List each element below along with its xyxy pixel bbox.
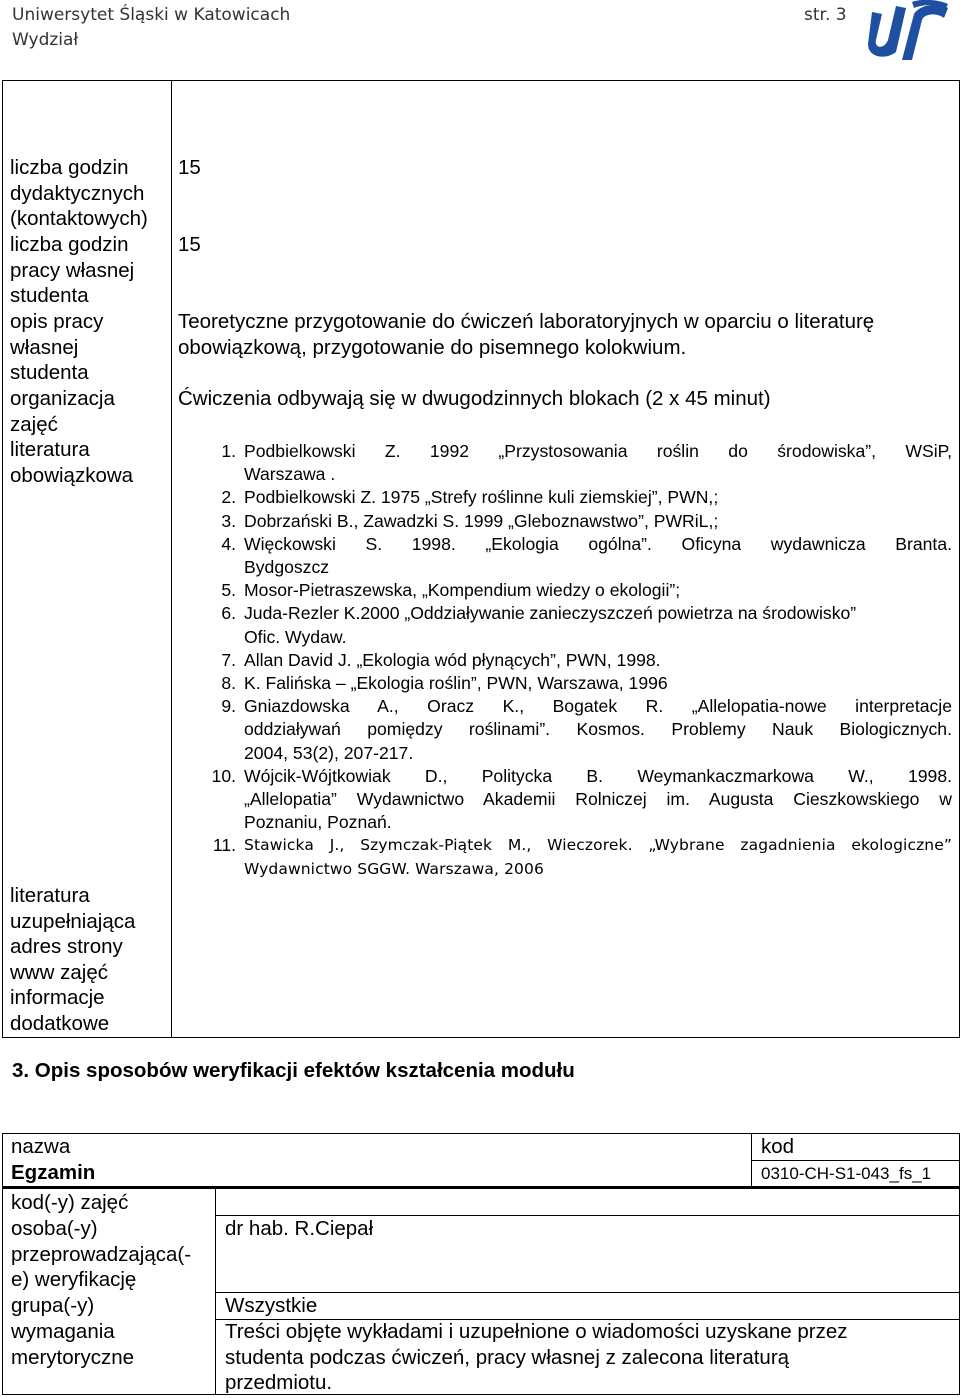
osoba-label: osoba(-y) przeprowadzająca(- e) weryfikację — [11, 1217, 192, 1292]
list-item: 9. Gniazdowska A., Oracz K., Bogatek R. „Allelopatia-nowe interpretacje oddziaływań pomiędzy roślinami”. Kosmos. Problemy Nauk Biologicznych. 2004, 53(2), 207-217. — [221, 696, 952, 763]
university-logo — [862, 0, 950, 62]
label-supplementary-literature: literatura uzupełniająca — [10, 884, 136, 933]
label-self-study-hours: liczba godzin pracy własnej studenta — [10, 233, 135, 308]
kod-zajec-label: kod(-y) zajęć — [11, 1191, 129, 1214]
page-number: str. 3 — [804, 5, 847, 25]
osoba-value: dr hab. R.Ciepał — [225, 1217, 374, 1240]
label-required-literature: literatura obowiązkowa — [10, 438, 134, 487]
literature-list — [178, 440, 952, 881]
section-heading: 3. Opis sposobów weryfikacji efektów kształcenia modułu — [12, 1059, 575, 1082]
list-item: 8. K. Falińska – „Ekologia roślin”, PWN, Warszawa, 1996 — [221, 673, 668, 694]
value-self-study-description: Teoretyczne przygotowanie do ćwiczeń laboratoryjnych w oparciu o literaturę obowiązkową, przygotowanie do pisemnego kolokwium. — [178, 310, 875, 359]
grupa-value: Wszystkie — [225, 1294, 318, 1317]
value-organization: Ćwiczenia odbywają się w dwugodzinnych blokach (2 x 45 minut) — [178, 387, 771, 410]
list-item: 3. Dobrzański B., Zawadzki S. 1999 „Gleboznawstwo”, PWRiL,; — [221, 510, 719, 531]
list-item: 10. Wójcik-Wójtkowiak D., Politycka B. Weymankaczmarkowa W., 1998. „Allelopatia” Wydawnictwo Akademii Rolniczej im. Augusta Cieszkowskiego w Poznaniu, Poznań. — [211, 765, 952, 833]
wymagania-value: Treści objęte wykładami i uzupełnione o wiadomości uzyskane przez studenta podczas ćwiczeń, pracy własnej z zalecona literaturą przedmiotu. — [225, 1320, 848, 1395]
list-item: 1. Podbielkowski Z. 1992 „Przystosowania roślin do środowiska”, WSiP, Warszawa . — [221, 441, 952, 485]
verification-table — [2, 1133, 960, 1395]
list-item: 5. Mosor-Pietraszewska, „Kompendium wiedzy o ekologii”; — [221, 580, 681, 601]
faculty-name: Wydział — [12, 30, 79, 50]
value-contact-hours: 15 — [178, 156, 201, 179]
nazwa-label: nazwa — [11, 1135, 71, 1158]
list-item: 2. Podbielkowski Z. 1975 „Strefy roślinne kuli ziemskiej”, PWN,; — [221, 487, 719, 508]
list-item: 7. Allan David J. „Ekologia wód płynących”, PWN, 1998. — [221, 649, 661, 670]
kod-value: 0310-CH-S1-043_fs_1 — [761, 1164, 932, 1183]
label-additional-info: informacje dodatkowe — [10, 986, 110, 1035]
list-item: 6. Juda-Rezler K.2000 „Oddziaływanie zanieczyszczeń powietrza na środowisko” Ofic. Wydaw. — [221, 603, 857, 647]
grupa-label: grupa(-y) — [11, 1294, 95, 1317]
nazwa-value: Egzamin — [11, 1161, 96, 1184]
column-divider — [171, 81, 172, 1037]
divider — [215, 1292, 959, 1293]
label-contact-hours: liczba godzin dydaktycznych (kontaktowych) — [10, 156, 148, 231]
list-item: 4. Więckowski S. 1998. „Ekologia ogólna”. Oficyna wydawnicza Branta. Bydgoszcz — [221, 533, 952, 578]
label-self-study-description: opis pracy własnej studenta — [10, 310, 104, 385]
kod-label: kod — [761, 1135, 795, 1158]
value-self-study-hours: 15 — [178, 233, 201, 256]
university-name: Uniwersytet Śląski w Katowicach — [12, 5, 291, 25]
label-course-website: adres strony www zajęć — [10, 935, 123, 984]
wymagania-label: wymagania merytoryczne — [11, 1320, 135, 1369]
list-item: 11. Stawicka J., Szymczak-Piątek M., Wieczorek. „Wybrane zagadnienia ekologiczne” Wydawnictwo SGGW. Warszawa, 2006 — [212, 835, 952, 878]
label-organization: organizacja zajęć — [10, 387, 115, 436]
